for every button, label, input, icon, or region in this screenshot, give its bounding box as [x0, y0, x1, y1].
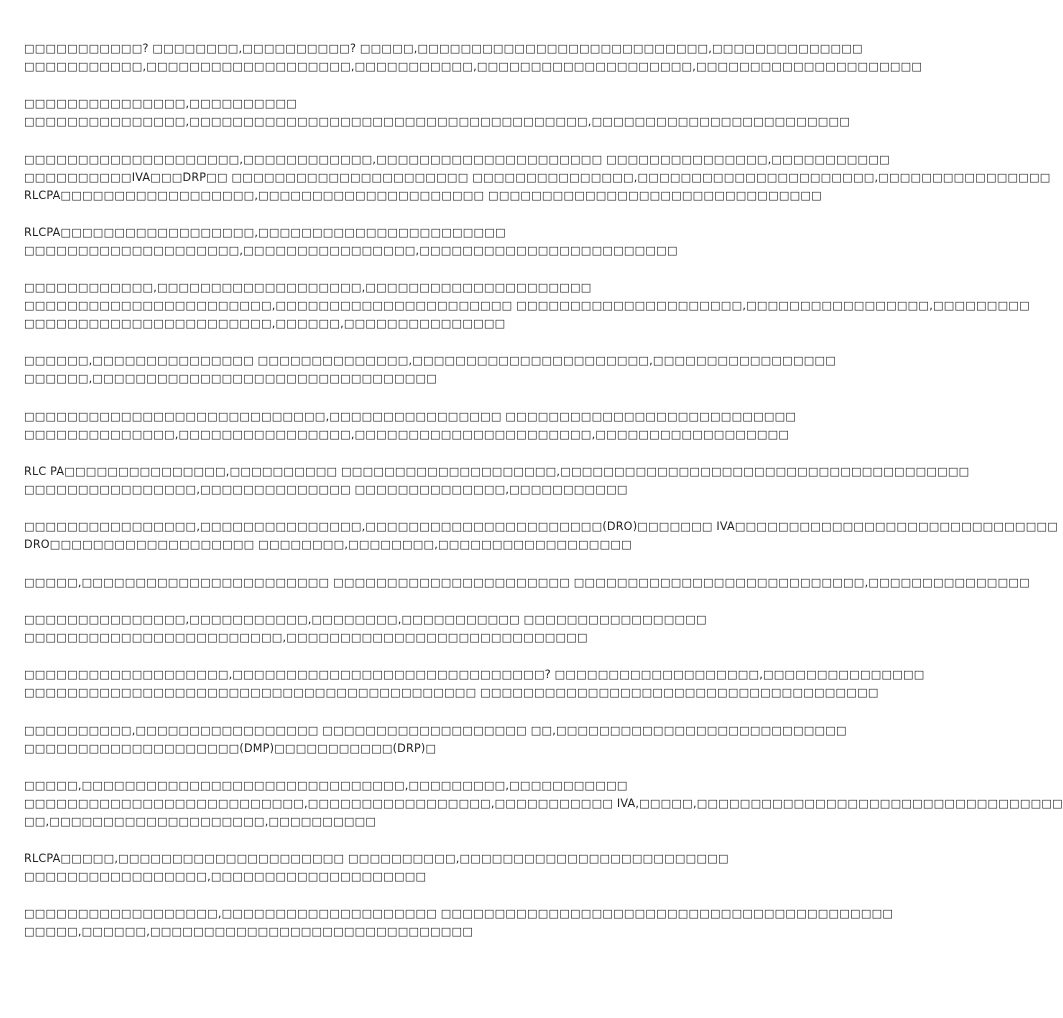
text-line: □□□□□□□□□□□□□□□□□□,□□□□□□□□□□□□□□□□□□□□ □□□□□□□□□□□□□□□□□□□□□□□□□□□□□□□□□□□□□□□□□□	[24, 907, 894, 921]
text-line: RLCPA□□□□□□□□□□□□□□□□□□,□□□□□□□□□□□□□□□□□□□□□ □□□□□□□□□□□□□□□□□□□□□□□□□□□□□□□	[24, 188, 822, 202]
text-line: □□□□□□□□□□□□□□□,□□□□□□□□□□□,□□□□□□□□,□□□□□□□□□□□ □□□□□□□□□□□□□□□□□	[24, 612, 707, 626]
document-body	[24, 40, 1063, 961]
paragraph	[24, 151, 1051, 205]
paragraph	[24, 408, 797, 444]
paragraph	[24, 905, 894, 941]
paragraph	[24, 850, 729, 886]
paragraph	[24, 722, 847, 758]
text-line: □□□□□□□□□□□□□□□,□□□□□□□□□□	[24, 97, 298, 111]
paragraph	[24, 518, 1059, 554]
text-line: □□□□□□□□□□□□□□□□,□□□□□□□□□□□□□□ □□□□□□□□□□□□□□,□□□□□□□□□□□	[24, 483, 628, 497]
text-line: □□□□□□,□□□□□□□□□□□□□□□□□□□□□□□□□□□□□□□□	[24, 372, 438, 386]
text-line: □□□□□□□□□□□□□□□□□□□□□□□□,□□□□□□□□□□□□□□□□□□□□□□□□□□□□	[24, 630, 588, 644]
paragraph	[24, 279, 1030, 333]
text-line: □□□□□□□□□□□□□□□□,□□□□□□□□□□□□□□□,□□□□□□□□□□□□□□□□□□□□□□(DRO)□□□□□□□ IVA□□□□□□□□□□□□□□□□□□□□□□□□□□□□□□	[24, 520, 1059, 534]
paragraph	[24, 574, 1030, 592]
text-line: □□□□□□□□□□□□□□□□□□□□□□□,□□□□□□□□□□□□□□□□□□□□□□ □□□□□□□□□□□□□□□□□□□□□,□□□□□□□□□□□□□□□□□,□□□□□□□□□	[24, 299, 1030, 313]
text-line: □□□□□□□□□□□□□□□□□□□□□□□□□□□□□□□□□□□□□□□□□□ □□□□□□□□□□□□□□□□□□□□□□□□□□□□□□□□□□□□□	[24, 686, 879, 700]
text-line: □□□□□□□□□□□□□□□□□□□□□□□□□□□□,□□□□□□□□□□□□□□□□ □□□□□□□□□□□□□□□□□□□□□□□□□□□	[24, 409, 797, 423]
text-line: RLC PA□□□□□□□□□□□□□□□,□□□□□□□□□□ □□□□□□□□□□□□□□□□□□□□,□□□□□□□□□□□□□□□□□□□□□□□□□□□□□□□□□□□□□□	[24, 465, 970, 479]
text-line: RLCPA□□□□□,□□□□□□□□□□□□□□□□□□□□□ □□□□□□□□□□,□□□□□□□□□□□□□□□□□□□□□□□□□	[24, 852, 729, 866]
paragraph	[24, 463, 970, 499]
text-line: □□□□□,□□□□□□□□□□□□□□□□□□□□□□□□□□□□□□,□□□□□□□□□,□□□□□□□□□□□	[24, 778, 628, 792]
text-line: RLCPA□□□□□□□□□□□□□□□□□□,□□□□□□□□□□□□□□□□□□□□□□□	[24, 225, 506, 239]
paragraph	[24, 352, 837, 388]
paragraph	[24, 224, 696, 260]
paragraph	[24, 666, 925, 702]
text-line: □□□□□□□□□□□□□□,□□□□□□□□□□□□□□□□,□□□□□□□□□□□□□□□□□□□□□□,□□□□□□□□□□□□□□□□□□	[24, 427, 790, 441]
paragraph	[24, 777, 1063, 831]
text-line: □□□□□□□□□□IVA□□□DRP□□ □□□□□□□□□□□□□□□□□□□□□□ □□□□□□□□□□□□□□□,□□□□□□□□□□□□□□□□□□□□□□,□□□□□□□□□□□□□□□□	[24, 170, 1051, 184]
text-line: □□□□□,□□□□□□□□□□□□□□□□□□□□□□□ □□□□□□□□□□□□□□□□□□□□□□ □□□□□□□□□□□□□□□□□□□□□□□□□□□,□□□□□□□□□□□□□□□	[24, 575, 1030, 589]
text-line: □□□□□□□□□□□□□□□,□□□□□□□□□□□□□□□□□□□□□□□□□□□□□□□□□□□□□,□□□□□□□□□□□□□□□□□□□□□□□□	[24, 115, 851, 129]
text-line: □□□□□□□□□□□□□□□□□,□□□□□□□□□□□□□□□□□□□□	[24, 870, 427, 884]
text-line: DRO□□□□□□□□□□□□□□□□□□□ □□□□□□□□,□□□□□□□□,□□□□□□□□□□□□□□□□□□	[24, 538, 632, 552]
text-line: □□,□□□□□□□□□□□□□□□□□□□□,□□□□□□□□□□	[24, 814, 377, 828]
text-line: □□□□□□,□□□□□□□□□□□□□□□ □□□□□□□□□□□□□□,□□□□□□□□□□□□□□□□□□□□□□,□□□□□□□□□□□□□□□□□	[24, 354, 837, 368]
text-line: □□□□□□□□□□□□,□□□□□□□□□□□□□□□□□□□,□□□□□□□□□□□□□□□□□□□□□	[24, 281, 592, 295]
text-line: □□□□□□□□□□□□□□□□□□□□□□□□□□,□□□□□□□□□□□□□□□□□,□□□□□□□□□□□ IVA,□□□□□,□□□□□□□□□□□□□□□□□□□□□□□□□□□□□□□□□□	[24, 796, 1063, 810]
paragraph	[24, 40, 923, 76]
text-line: □□□□□□□□□□,□□□□□□□□□□□□□□□□□ □□□□□□□□□□□□□□□□□□□ □□,□□□□□□□□□□□□□□□□□□□□□□□□□□□	[24, 723, 847, 737]
text-line: □□□□□□□□□□□? □□□□□□□□,□□□□□□□□□□? □□□□□,□□□□□□□□□□□□□□□□□□□□□□□□□□□,□□□□□□□□□□□□□□	[24, 42, 863, 55]
text-line: □□□□□□□□□□□□□□□□□□□□□□□,□□□□□□,□□□□□□□□□□□□□□□	[24, 317, 506, 331]
text-line: □□□□□□□□□□□□□□□□□□□□,□□□□□□□□□□□□□□□□,□□□□□□□□□□□□□□□□□□□□□□□□	[24, 243, 678, 257]
paragraph	[24, 611, 707, 647]
text-line: □□□□□□□□□□□,□□□□□□□□□□□□□□□□□□□,□□□□□□□□□□□,□□□□□□□□□□□□□□□□□□□□,□□□□□□□□□□□□□□□□□□□□□	[24, 60, 923, 73]
paragraph	[24, 95, 851, 131]
text-line: □□□□□□□□□□□□□□□□□□□,□□□□□□□□□□□□□□□□□□□□□□□□□□□□□? □□□□□□□□□□□□□□□□□□□,□□□□□□□□□□□□□□□	[24, 668, 925, 682]
text-line: □□□□□□□□□□□□□□□□□□□□(DMP)□□□□□□□□□□□(DRP)□	[24, 741, 437, 755]
text-line: □□□□□□□□□□□□□□□□□□□□,□□□□□□□□□□□□,□□□□□□□□□□□□□□□□□□□□□ □□□□□□□□□□□□□□□,□□□□□□□□□□□	[24, 152, 890, 166]
text-line: □□□□□,□□□□□□,□□□□□□□□□□□□□□□□□□□□□□□□□□□□□□	[24, 925, 474, 939]
